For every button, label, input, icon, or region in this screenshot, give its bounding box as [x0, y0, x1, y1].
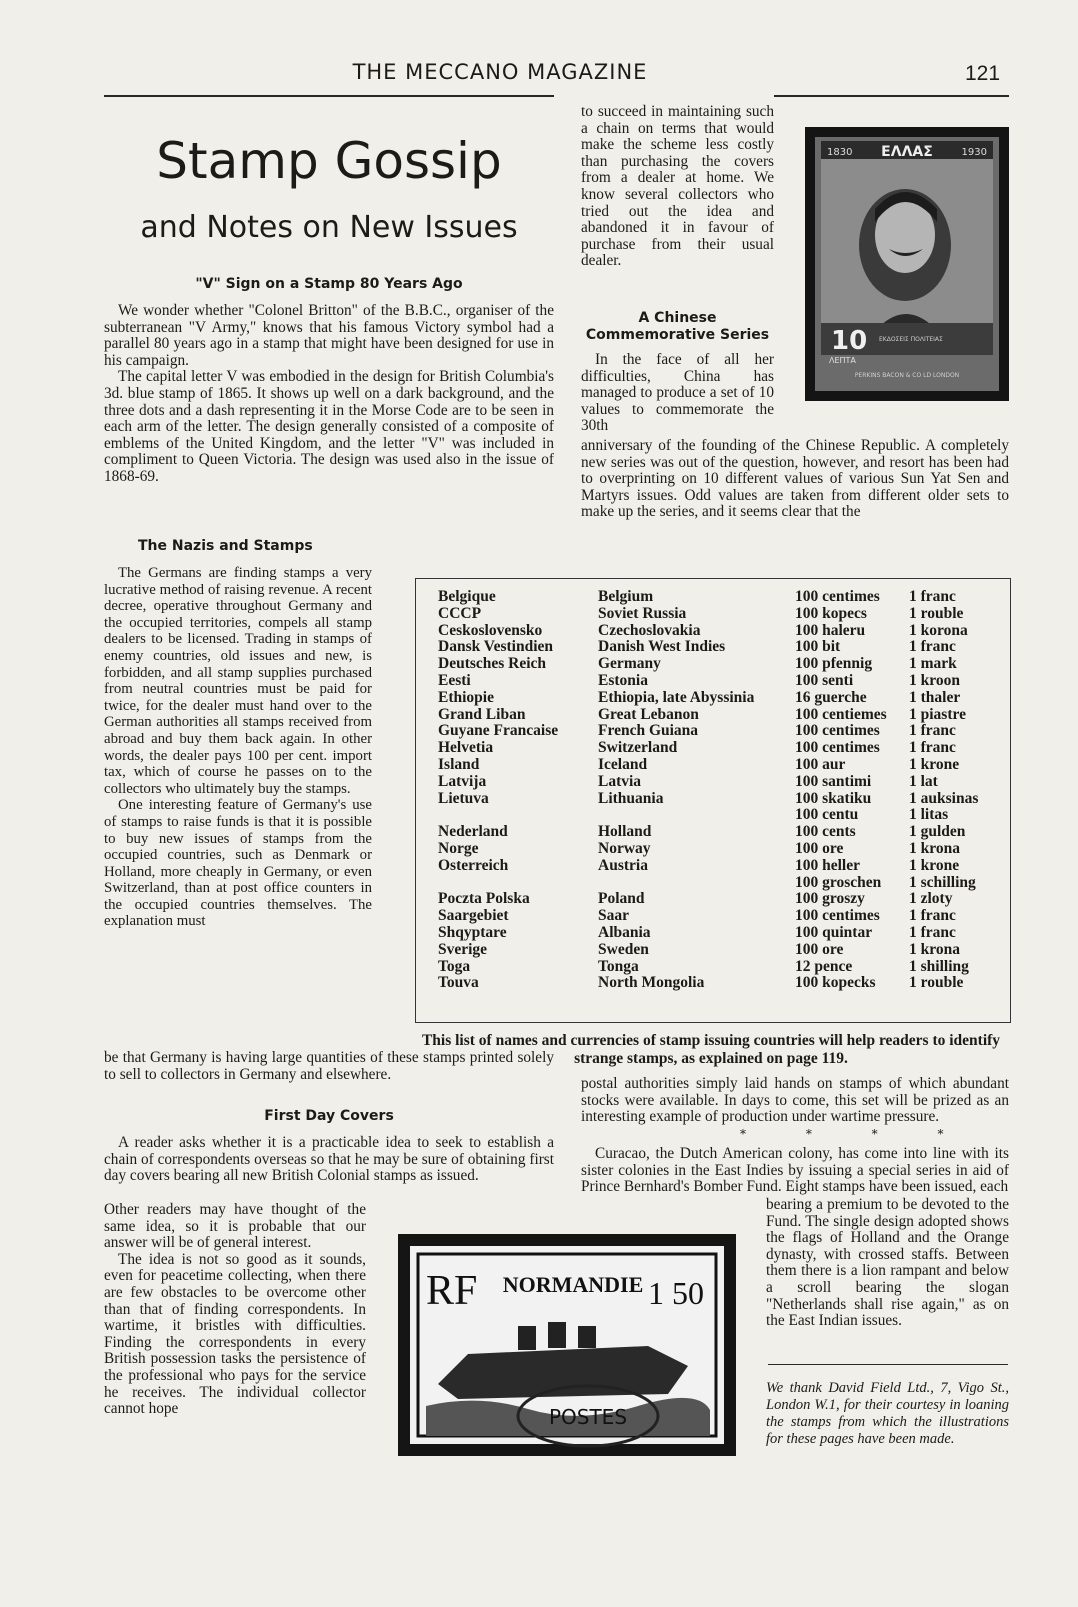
table-cell-native-name: Poczta Polska [438, 890, 530, 908]
paragraph: One interesting feature of Germany's use of stamps to raise funds is that it is possible to buy new issues of stamps from the occupied countries, such as Denmark or Holland, more cheaply in Germany, or even Switzerland, than at post office counters in the occupied countries themselves. The explanation must [104, 797, 372, 930]
page-number: 121 [965, 62, 1001, 85]
currency-table [438, 589, 999, 992]
table-cell-minor-unit: 100 heller [795, 856, 860, 874]
table-cell-native-name [438, 875, 598, 892]
table-cell-minor-unit: 100 centu [795, 806, 859, 824]
stamp-currency: ΛΕΠΤΑ [829, 356, 856, 365]
illustration-credit: We thank David Field Ltd., 7, Vigo St., London W.1, for their courtesy in loaning the stamps from which the illustrations for these pages have been made. [766, 1380, 1009, 1447]
table-cell-major-unit: 1 schilling [909, 873, 976, 891]
table-cell-english-name: French Guiana [598, 722, 699, 740]
table-cell-minor-unit: 16 guerche [795, 688, 867, 706]
table-cell-major-unit: 1 thaler [909, 688, 961, 706]
table-cell-english-name: Switzerland [598, 739, 678, 757]
table-cell-native-name: Island [438, 755, 480, 773]
table-cell-english-name: Sweden [598, 940, 649, 958]
table-cell-native-name: Saargebiet [438, 907, 509, 925]
table-cell-major-unit: 1 korona [909, 621, 968, 639]
table-cell-minor-unit: 100 centimes [795, 739, 880, 757]
table-cell-minor-unit: 100 pfennig [795, 655, 873, 673]
table-cell-native-name: Belgique [438, 588, 496, 605]
table-cell-english-name: Austria [598, 856, 648, 874]
section-separator-stars: * * * * [740, 1127, 972, 1141]
paragraph: Other readers may have thought of the same idea, so it is probable that our answer will be of general interest. [104, 1201, 366, 1252]
table-cell-english-name: Saar [598, 907, 629, 925]
stamp-country-name: ΕΛΛΑΣ [881, 144, 933, 160]
table-cell-native-name: Grand Liban [438, 705, 526, 723]
table-cell-major-unit: 1 lat [909, 772, 938, 790]
table-cell-major-unit: 1 franc [909, 923, 956, 941]
table-cell-minor-unit: 100 centimes [795, 722, 880, 740]
curacao-text-continued [766, 1197, 1009, 1330]
section-heading-v-sign: "V" Sign on a Stamp 80 Years Ago [195, 276, 463, 292]
table-row [438, 841, 999, 858]
stamp-printer-imprint: PERKINS BACON & CO LD LONDON [854, 372, 960, 379]
french-stamp-illustration [398, 1234, 736, 1456]
table-cell-english-name: Poland [598, 890, 645, 908]
table-cell-english-name: North Mongolia [598, 974, 705, 992]
table-cell-english-name: Danish West Indies [598, 638, 726, 656]
table-row [438, 757, 999, 774]
table-cell-minor-unit: 100 quintar [795, 923, 873, 941]
table-cell-minor-unit: 100 ore [795, 940, 844, 958]
table-cell-native-name: Dansk Vestindien [438, 638, 554, 656]
table-cell-native-name: Helvetia [438, 739, 494, 757]
paragraph: anniversary of the founding of the Chinese Republic. A completely new series was out of the question, however, and resort has been had to overprinting on 10 different values of various Sun Yat Sen and Martyrs issues. Odd values are taken from different older sets to make up the series, and it seems clear that the [581, 437, 1009, 521]
table-row [438, 589, 999, 606]
table-cell-major-unit: 1 krona [909, 940, 960, 958]
stamp-year-right: 1930 [961, 147, 987, 158]
table-cell-minor-unit: 100 centiemes [795, 705, 887, 723]
table-cell-english-name: Soviet Russia [598, 604, 687, 622]
table-cell-major-unit: 1 krone [909, 755, 960, 773]
table-cell-english-name: Ethiopia, late Abyssinia [598, 688, 755, 706]
table-row [438, 891, 999, 908]
running-head: THE MECCANO MAGAZINE [352, 60, 648, 84]
paragraph: The idea is not so good as it sounds, even for peacetime collecting, when there are few obstacles to be overcome other than that of finding correspondents. In wartime, it bristles with difficulties. Finding the correspondents in every British possession tasks the persistence of the professional who pays for the service he receives. The individual collector cannot hope [104, 1250, 366, 1418]
table-cell-minor-unit: 100 aur [795, 755, 846, 773]
table-cell-native-name: Ceskoslovensko [438, 621, 543, 639]
table-cell-native-name: Norge [438, 839, 479, 857]
table-cell-minor-unit: 100 bit [795, 638, 841, 656]
stamp-imprint: ΕΚΔΟΣΕΙΣ ΠΟΛΙΤΕΙΑΣ [879, 336, 943, 343]
table-cell-minor-unit: 100 santimi [795, 772, 872, 790]
stamp-postmark: POSTES [548, 1405, 628, 1429]
stamp-year-left: 1830 [827, 147, 853, 158]
table-cell-minor-unit: 100 senti [795, 671, 854, 689]
table-row [438, 673, 999, 690]
table-cell-english-name: Norway [598, 839, 651, 857]
table-cell-minor-unit: 100 groschen [795, 873, 882, 891]
table-cell-major-unit: 1 kroon [909, 671, 960, 689]
paragraph: In the face of all her difficulties, China has managed to produce a set of 10 values to commemorate the 30th [581, 351, 774, 435]
table-row [438, 858, 999, 875]
table-cell-native-name: Osterreich [438, 856, 509, 874]
nazis-text [104, 565, 372, 930]
currency-table-frame [415, 578, 1011, 1023]
table-row [438, 774, 999, 791]
table-cell-major-unit: 1 rouble [909, 974, 964, 992]
table-cell-native-name: Lietuva [438, 789, 489, 807]
table-cell-major-unit: 1 krone [909, 856, 960, 874]
table-cell-english-name: Great Lebanon [598, 705, 699, 723]
table-row [438, 925, 999, 942]
table-cell-major-unit: 1 rouble [909, 604, 964, 622]
table-cell-minor-unit: 100 haleru [795, 621, 866, 639]
section-heading-first-day: First Day Covers [264, 1108, 394, 1124]
table-cell-native-name: Shqyptare [438, 923, 507, 941]
table-cell-major-unit: 1 gulden [909, 823, 966, 841]
stamp-denomination: 1 50 [648, 1275, 704, 1311]
paragraph: A reader asks whether it is a practicable idea to seek to establish a chain of correspondents overseas so that he may be sure of obtaining first day covers bearing all new British Colonial stamps as issued. [104, 1134, 554, 1185]
table-cell-major-unit: 1 piastre [909, 705, 966, 723]
table-cell-native-name [438, 807, 598, 824]
table-cell-minor-unit: 100 centimes [795, 588, 880, 605]
paragraph: postal authorities simply laid hands on stamps of which abundant stocks were available. In days to come, this set will be prized as an interesting example of production under wartime pressure. [581, 1075, 1009, 1126]
table-cell-major-unit: 1 franc [909, 638, 956, 656]
table-cell-minor-unit: 100 groszy [795, 890, 865, 908]
table-cell-native-name: Eesti [438, 671, 471, 689]
table-row [438, 623, 999, 640]
table-cell-english-name: Latvia [598, 772, 642, 790]
curacao-text [581, 1146, 1009, 1196]
table-row [438, 875, 999, 892]
table-cell-major-unit: 1 litas [909, 806, 949, 824]
table-cell-minor-unit: 100 cents [795, 823, 856, 841]
first-day-text-2 [104, 1202, 366, 1418]
table-row [438, 656, 999, 673]
table-cell-english-name: Holland [598, 823, 652, 841]
table-row [438, 723, 999, 740]
table-cell-english-name [598, 875, 795, 892]
chinese-text [581, 352, 774, 435]
table-row [438, 807, 999, 824]
table-cell-native-name: Deutsches Reich [438, 655, 547, 673]
first-day-text [104, 1135, 554, 1185]
table-row [438, 740, 999, 757]
table-cell-native-name: Toga [438, 957, 471, 975]
table-cell-english-name: Belgium [598, 588, 654, 605]
header-rule-left [104, 95, 554, 97]
table-cell-english-name: Tonga [598, 957, 639, 975]
paragraph: The capital letter V was embodied in the design for British Columbia's 3d. blue stamp of 1865. It shows up well on a dark background, and the three dots and a dash representing it in the Morse Code are to be seen in each arm of the letter. The design generally consisted of a composite of emblems of the United Kingdom, and the letter "V" was included in compliment to Queen Victoria. The design was used also in the issue of 1868-69. [104, 368, 554, 485]
v-sign-text [104, 303, 554, 486]
table-cell-english-name: Albania [598, 923, 651, 941]
table-cell-native-name: Nederland [438, 823, 508, 841]
table-cell-native-name: Guyane Francaise [438, 722, 559, 740]
table-cell-minor-unit: 12 pence [795, 957, 853, 975]
table-row [438, 690, 999, 707]
paragraph: to succeed in maintaining such a chain on terms that would make the scheme less costly than purchasing the covers from a dealer at home. We know several collectors who tried out the idea and abandoned it in favour of purchase from their usual dealer. [581, 103, 774, 270]
stamp-ship-name: NORMANDIE [502, 1272, 644, 1297]
table-cell-english-name [598, 807, 795, 824]
table-cell-minor-unit: 100 skatiku [795, 789, 872, 807]
table-cell-major-unit: 1 mark [909, 655, 957, 673]
paragraph: bearing a premium to be devoted to the Fund. The single design adopted shows the flags of Holland and the Orange dynasty, with crossed staffs. Between them there is a lion rampant and below a scroll bearing the slogan "Netherlands shall rise again," as on the East Indian issues. [766, 1196, 1009, 1330]
first-day-continued [581, 104, 774, 270]
table-caption: This list of names and currencies of stamp issuing countries will help readers to identify strange stamps, as explained on page 119. [421, 1032, 1001, 1067]
table-cell-major-unit: 1 krona [909, 839, 960, 857]
table-cell-native-name: Touva [438, 974, 479, 992]
table-cell-major-unit: 1 franc [909, 722, 956, 740]
table-cell-english-name: Lithuania [598, 789, 664, 807]
table-row [438, 791, 999, 808]
table-row [438, 606, 999, 623]
paragraph: be that Germany is having large quantities of these stamps printed solely to sell to collectors in Germany and elsewhere. [104, 1049, 554, 1083]
table-cell-major-unit: 1 zloty [909, 890, 953, 908]
section-heading-nazis: The Nazis and Stamps [138, 538, 313, 554]
table-row [438, 707, 999, 724]
table-cell-minor-unit: 100 kopecks [795, 974, 876, 992]
table-cell-major-unit: 1 shilling [909, 957, 969, 975]
table-cell-english-name: Estonia [598, 671, 648, 689]
table-row [438, 908, 999, 925]
table-row [438, 942, 999, 959]
credit-rule [768, 1364, 1008, 1365]
chinese-text-end [581, 1076, 1009, 1126]
paragraph: We wonder whether "Colonel Britton" of the B.B.C., organiser of the subterranean "V Army," knows that his famous Victory symbol had a parallel 80 years ago in a stamp that might have been designed for use in his campaign. [104, 302, 554, 369]
table-cell-major-unit: 1 franc [909, 588, 956, 605]
table-cell-english-name: Czechoslovakia [598, 621, 701, 639]
table-cell-major-unit: 1 franc [909, 739, 956, 757]
section-heading-chinese-2: Commemorative Series [585, 327, 770, 343]
paragraph: Curacao, the Dutch American colony, has come into line with its sister colonies in the East Indies by issuing a special series in aid of Prince Bernhard's Bomber Fund. Eight stamps have been issued, each [581, 1145, 1009, 1196]
table-cell-english-name: Germany [598, 655, 661, 673]
table-cell-native-name: CCCP [438, 604, 482, 622]
table-cell-minor-unit: 100 ore [795, 839, 844, 857]
chinese-text-continued [581, 438, 1009, 521]
table-cell-major-unit: 1 auksinas [909, 789, 979, 807]
table-cell-native-name: Ethiopie [438, 688, 494, 706]
header-rule-right [774, 95, 1009, 97]
table-cell-english-name: Iceland [598, 755, 648, 773]
stamp-value: 10 [831, 326, 868, 356]
stamp-rf: RF [426, 1268, 478, 1314]
table-row [438, 639, 999, 656]
table-cell-native-name: Latvija [438, 772, 487, 790]
section-heading-chinese-1: A Chinese [638, 310, 717, 326]
table-cell-minor-unit: 100 kopecs [795, 604, 867, 622]
greek-stamp-illustration [805, 127, 1009, 401]
article-subtitle: and Notes on New Issues [140, 210, 518, 245]
table-cell-native-name: Sverige [438, 940, 488, 958]
table-cell-minor-unit: 100 centimes [795, 907, 880, 925]
paragraph: The Germans are finding stamps a very lucrative method of raising revenue. A recent decree, operative throughout Germany and the occupied territories, compels all stamp dealers to be licensed. Trading in stamps of enemy countries, old issues and new, is forbidden, and all stamp supplies purchased from neutral countries must be paid for twice, for the dealer must hand over to the German authorities all stamps received from abroad and buy them back again. In other words, the dealer pays 100 per cent. import tax, which of course he passes on to the collectors who ultimately buy the stamps. [104, 565, 372, 797]
article-title: Stamp Gossip [156, 132, 502, 190]
table-row [438, 824, 999, 841]
table-row [438, 975, 999, 992]
table-cell-major-unit: 1 franc [909, 907, 956, 925]
table-row [438, 959, 999, 976]
